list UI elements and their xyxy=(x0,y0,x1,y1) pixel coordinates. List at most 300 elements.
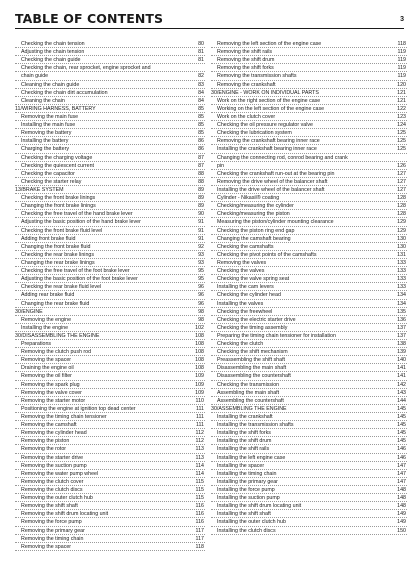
toc-entry[interactable] xyxy=(211,348,407,356)
toc-entry-title: Checking the front brake fluid level xyxy=(21,227,103,234)
toc-entry[interactable] xyxy=(211,162,407,170)
toc-entry[interactable] xyxy=(15,137,205,145)
toc-entry-page: 96 xyxy=(198,300,204,307)
toc-entry-page: 130 xyxy=(397,235,406,242)
toc-entry-title: Removing the clutch cover xyxy=(21,478,84,485)
toc-entry-page: 145 xyxy=(397,430,406,437)
toc-entry-page: 128 xyxy=(397,195,406,202)
toc-entry[interactable] xyxy=(211,72,407,80)
toc-entry-title: Charging the battery xyxy=(21,146,69,153)
toc-entry[interactable] xyxy=(211,227,407,235)
toc-section-heading[interactable] xyxy=(211,405,407,413)
toc-entry-title: Removing the shift rails xyxy=(217,49,273,56)
toc-entry[interactable] xyxy=(211,243,407,251)
toc-entry-title: Checking the cylinder head xyxy=(217,292,281,299)
toc-entry-page: 137 xyxy=(397,324,406,331)
toc-entry-title: Installing the battery xyxy=(21,138,69,145)
toc-entry-page: 133 xyxy=(397,284,406,291)
toc-entry-title: Removing the drive wheel of the balancer shaft xyxy=(217,178,328,185)
toc-entry-title: Removing the rotor xyxy=(21,446,67,453)
toc-entry[interactable] xyxy=(211,372,407,380)
toc-entry[interactable] xyxy=(211,308,407,316)
toc-section-heading[interactable] xyxy=(15,186,205,194)
toc-entry[interactable] xyxy=(211,64,407,72)
toc-entry[interactable] xyxy=(211,527,407,535)
toc-entry-page: 134 xyxy=(397,300,406,307)
toc-entry-title: Checking the free travel of the foot brake lever xyxy=(21,268,130,275)
toc-entry[interactable] xyxy=(15,445,205,453)
toc-entry[interactable] xyxy=(211,194,407,202)
toc-entry[interactable] xyxy=(211,105,407,113)
toc-entry-page: 116 xyxy=(195,511,204,518)
toc-entry-title: Installing the suction pump xyxy=(217,495,280,502)
toc-entry-page: 82 xyxy=(198,73,204,80)
toc-entry-title: Removing the spacer xyxy=(21,357,72,364)
toc-entry-page: 91 xyxy=(198,219,204,226)
toc-entry[interactable] xyxy=(15,470,205,478)
toc-entry-page: 91 xyxy=(198,235,204,242)
toc-column-right xyxy=(211,40,407,535)
toc-entry-page: 127 xyxy=(397,186,406,193)
toc-entry[interactable] xyxy=(15,535,205,543)
toc-entry-page: 134 xyxy=(397,292,406,299)
toc-entry-title: Installing the cam levers xyxy=(217,284,274,291)
toc-entry-page: 116 xyxy=(195,503,204,510)
toc-entry-page: 148 xyxy=(397,487,406,494)
toc-section-heading[interactable] xyxy=(211,89,407,97)
toc-entry[interactable] xyxy=(211,275,407,283)
toc-entry[interactable] xyxy=(15,235,205,243)
toc-entry-title: Installing the shift drum xyxy=(217,438,272,445)
toc-entry-page: 144 xyxy=(397,397,406,404)
toc-entry[interactable] xyxy=(15,227,205,235)
toc-entry-title: Removing the cylinder head xyxy=(21,430,87,437)
toc-entry[interactable] xyxy=(15,300,205,308)
toc-entry-title: Removing the valve cover xyxy=(21,389,82,396)
toc-entry-page: 119 xyxy=(397,57,406,64)
toc-entry-page: 145 xyxy=(397,422,406,429)
toc-entry-page: 148 xyxy=(397,503,406,510)
toc-entry-title: Checking/measuring the piston xyxy=(217,211,290,218)
toc-entry[interactable] xyxy=(211,478,407,486)
toc-entry[interactable] xyxy=(211,81,407,89)
toc-entry[interactable] xyxy=(211,364,407,372)
toc-entry-title: Removing the shift forks xyxy=(217,65,274,72)
toc-entry[interactable] xyxy=(15,121,205,129)
toc-entry[interactable] xyxy=(211,202,407,210)
toc-entry-title: Checking the quiescent current xyxy=(21,162,95,169)
toc-entry[interactable] xyxy=(211,502,407,510)
toc-entry[interactable] xyxy=(15,372,205,380)
toc-entry[interactable] xyxy=(15,413,205,421)
toc-entry-title: 30/ENGINE xyxy=(15,308,43,315)
toc-entry-page: 93 xyxy=(198,259,204,266)
toc-entry[interactable] xyxy=(211,291,407,299)
toc-entry-page: 146 xyxy=(397,454,406,461)
toc-entry[interactable] xyxy=(211,389,407,397)
toc-entry-page: 87 xyxy=(198,154,204,161)
toc-entry-title: Removing the valves xyxy=(217,259,267,266)
toc-entry[interactable] xyxy=(15,421,205,429)
toc-entry[interactable] xyxy=(211,154,407,162)
toc-entry[interactable] xyxy=(15,129,205,137)
toc-entry[interactable] xyxy=(15,40,205,48)
toc-entry-title: Checking the front brake linings xyxy=(21,195,96,202)
toc-entry-title: Checking the chain, rear sprocket, engine sprocket and xyxy=(21,65,151,72)
toc-entry[interactable] xyxy=(15,89,205,97)
toc-entry[interactable] xyxy=(211,454,407,462)
toc-entry[interactable] xyxy=(15,251,205,259)
toc-entry-title: Changing the connecting rod, conrod bearing and crank xyxy=(217,154,348,161)
toc-entry-title: Changing the front brake linings xyxy=(21,203,96,210)
toc-entry[interactable] xyxy=(211,445,407,453)
toc-entry[interactable] xyxy=(211,48,407,56)
toc-entry[interactable] xyxy=(211,381,407,389)
toc-entry-page: 148 xyxy=(397,495,406,502)
toc-entry-title: Checking the pivot points of the camshafts xyxy=(217,251,317,258)
toc-entry[interactable] xyxy=(15,324,205,332)
toc-entry[interactable] xyxy=(15,202,205,210)
toc-entry[interactable] xyxy=(211,251,407,259)
toc-column-left xyxy=(15,40,205,551)
toc-entry[interactable] xyxy=(15,502,205,510)
toc-entry-page: 112 xyxy=(195,430,204,437)
toc-entry-title: Checking the chain tension xyxy=(21,41,85,47)
toc-entry[interactable] xyxy=(15,518,205,526)
toc-entry-title: Work on the right section of the engine case xyxy=(217,97,321,104)
toc-entry-title: Removing the camshaft xyxy=(21,422,77,429)
page-header xyxy=(15,13,404,27)
toc-entry-page: 141 xyxy=(397,365,406,372)
toc-entry-page: 112 xyxy=(195,438,204,445)
toc-entry-page: 125 xyxy=(397,146,406,153)
toc-entry-page: 98 xyxy=(198,308,204,315)
toc-entry[interactable] xyxy=(211,170,407,178)
toc-entry-page: 123 xyxy=(397,113,406,120)
toc-entry[interactable] xyxy=(211,470,407,478)
toc-entry[interactable] xyxy=(211,510,407,518)
toc-entry-page: 85 xyxy=(198,105,204,112)
toc-entry[interactable] xyxy=(15,316,205,324)
toc-entry[interactable] xyxy=(211,283,407,291)
toc-entry[interactable] xyxy=(15,494,205,502)
toc-entry-title: 13/BRAKE SYSTEM xyxy=(15,186,64,193)
toc-entry-page: 140 xyxy=(397,357,406,364)
toc-entry-title: Changing the camshaft bearing xyxy=(217,235,291,242)
toc-entry[interactable] xyxy=(211,259,407,267)
toc-entry-page: 127 xyxy=(397,178,406,185)
toc-entry[interactable] xyxy=(15,364,205,372)
toc-entry[interactable] xyxy=(15,72,205,80)
toc-entry[interactable] xyxy=(211,137,407,145)
toc-entry[interactable] xyxy=(211,316,407,324)
toc-entry-page: 108 xyxy=(195,349,204,356)
toc-entry[interactable] xyxy=(15,210,205,218)
toc-entry[interactable] xyxy=(15,356,205,364)
toc-entry-page: 150 xyxy=(397,527,406,534)
toc-entry-page: 136 xyxy=(397,316,406,323)
toc-entry[interactable] xyxy=(15,283,205,291)
toc-entry-page: 125 xyxy=(397,130,406,137)
toc-entry-title: Installing the shift drum locating unit xyxy=(217,503,302,510)
toc-entry[interactable] xyxy=(15,56,205,64)
toc-entry-title: Installing the valves xyxy=(217,300,264,307)
toc-entry[interactable] xyxy=(211,145,407,153)
toc-entry[interactable] xyxy=(15,154,205,162)
toc-entry-title: Assembling the countershaft xyxy=(217,397,284,404)
toc-entry[interactable] xyxy=(211,340,407,348)
toc-entry-page: 92 xyxy=(198,243,204,250)
toc-entry[interactable] xyxy=(15,291,205,299)
toc-entry[interactable] xyxy=(15,429,205,437)
toc-entry-page: 125 xyxy=(397,138,406,145)
toc-entry-title: Removing the shift drum locating unit xyxy=(21,511,109,518)
toc-entry-title: Adjusting the chain tension xyxy=(21,49,85,56)
toc-entry-title: Removing the shift shaft xyxy=(21,503,78,510)
toc-entry-page: 120 xyxy=(397,81,406,88)
toc-entry[interactable] xyxy=(15,405,205,413)
toc-entry[interactable] xyxy=(211,413,407,421)
toc-entry-page: 89 xyxy=(198,203,204,210)
toc-entry-page: 96 xyxy=(198,292,204,299)
toc-entry-page: 145 xyxy=(397,405,406,412)
toc-entry-page: 143 xyxy=(397,389,406,396)
toc-entry-title: Draining the engine oil xyxy=(21,365,74,372)
toc-entry-title: Removing the primary gear xyxy=(21,527,85,534)
toc-entry-page: 84 xyxy=(198,97,204,104)
toc-entry-title: Installing the primary gear xyxy=(217,478,278,485)
toc-entry[interactable] xyxy=(15,397,205,405)
toc-entry-page: 119 xyxy=(397,65,406,72)
toc-entry-page: 83 xyxy=(198,81,204,88)
toc-entry-title: Cleaning the chain guide xyxy=(21,81,80,88)
header-rule xyxy=(15,28,404,29)
toc-entry-title: Disassembling the countershaft xyxy=(217,373,291,380)
toc-entry-page: 147 xyxy=(397,470,406,477)
toc-section-heading[interactable] xyxy=(15,105,205,113)
toc-entry[interactable] xyxy=(211,40,407,48)
toc-entry-title: Removing the battery xyxy=(21,130,72,137)
toc-entry-title: Checking the free travel of the hand brake lever xyxy=(21,211,133,218)
toc-entry[interactable] xyxy=(211,356,407,364)
toc-entry-page: 111 xyxy=(195,405,204,412)
toc-entry-title: Installing the timing chain xyxy=(217,470,277,477)
toc-entry[interactable] xyxy=(211,235,407,243)
toc-entry[interactable] xyxy=(211,56,407,64)
toc-entry[interactable] xyxy=(15,267,205,275)
toc-entry-title: Installing the transmission shafts xyxy=(217,422,294,429)
toc-entry-page: 113 xyxy=(195,454,204,461)
toc-entry-title: Installing the shift rails xyxy=(217,446,270,453)
toc-entry[interactable] xyxy=(15,348,205,356)
toc-entry[interactable] xyxy=(211,113,407,121)
toc-entry[interactable] xyxy=(15,381,205,389)
toc-entry[interactable] xyxy=(211,332,407,340)
toc-entry-page: 115 xyxy=(195,487,204,494)
toc-entry[interactable] xyxy=(211,429,407,437)
toc-entry[interactable] xyxy=(15,48,205,56)
toc-entry-title: Removing the transmission shafts xyxy=(217,73,297,80)
toc-entry-title: Installing the shift shaft xyxy=(217,511,271,518)
toc-entry-page: 147 xyxy=(397,462,406,469)
toc-entry-title: Removing the spacer xyxy=(21,543,72,550)
toc-entry-page: 110 xyxy=(195,397,204,404)
toc-entry-title: Checking the crankshaft run-out at the bearing pin xyxy=(217,170,335,177)
toc-entry[interactable] xyxy=(15,478,205,486)
toc-entry[interactable] xyxy=(15,275,205,283)
toc-entry-title: Removing the starter motor xyxy=(21,397,86,404)
toc-entry[interactable] xyxy=(211,462,407,470)
toc-entry-page: 128 xyxy=(397,211,406,218)
toc-entry-page: 108 xyxy=(195,365,204,372)
toc-entry-page: 85 xyxy=(198,122,204,129)
toc-entry[interactable] xyxy=(15,454,205,462)
toc-entry-page: 138 xyxy=(397,341,406,348)
toc-entry-title: Checking the rear brake fluid level xyxy=(21,284,102,291)
toc-entry[interactable] xyxy=(15,243,205,251)
toc-entry-title: Removing the timing chain tensioner xyxy=(21,414,107,421)
toc-entry-title: Assembling the main shaft xyxy=(217,389,280,396)
toc-entry-title: Installing the engine xyxy=(21,324,69,331)
toc-entry-page: 114 xyxy=(195,470,204,477)
toc-entry[interactable] xyxy=(211,324,407,332)
toc-entry-title: Preparing the timing chain tensioner for installation xyxy=(217,332,336,339)
toc-entry[interactable] xyxy=(211,300,407,308)
toc-entry-page: 84 xyxy=(198,89,204,96)
toc-entry-title: Removing the crankshaft bearing inner race xyxy=(217,138,320,145)
toc-entry-page: 80 xyxy=(198,41,204,47)
toc-entry[interactable] xyxy=(15,486,205,494)
toc-section-heading[interactable] xyxy=(15,332,205,340)
toc-entry-title: Checking the valve spring seat xyxy=(217,276,290,283)
toc-entry-title: Installing the left engine case xyxy=(217,454,286,461)
toc-entry[interactable] xyxy=(211,129,407,137)
toc-entry-title: Checking the valves xyxy=(217,268,265,275)
toc-entry[interactable] xyxy=(15,527,205,535)
toc-entry-title: Cleaning the chain xyxy=(21,97,65,104)
toc-entry-title: Adjusting the basic position of the foot brake lever xyxy=(21,276,138,283)
toc-entry[interactable] xyxy=(15,218,205,226)
toc-entry-title: Installing the crankshaft bearing inner race xyxy=(217,146,317,153)
toc-entry-title: pin xyxy=(217,162,225,169)
toc-entry-title: Preassembling the shift shaft xyxy=(217,357,286,364)
toc-entry-page: 119 xyxy=(397,49,406,56)
toc-entry-title: Removing the force pump xyxy=(21,519,82,526)
toc-entry-page: 145 xyxy=(397,438,406,445)
toc-entry[interactable] xyxy=(15,178,205,186)
toc-entry[interactable] xyxy=(211,218,407,226)
toc-entry[interactable] xyxy=(211,421,407,429)
toc-entry-title: Preparations xyxy=(21,341,52,348)
toc-entry-title: Removing the spark plug xyxy=(21,381,80,388)
toc-entry-page: 146 xyxy=(397,446,406,453)
page-title: TABLE OF CONTENTS xyxy=(15,11,164,26)
toc-entry-title: Checking the freewheel xyxy=(217,308,273,315)
toc-entry[interactable] xyxy=(15,170,205,178)
toc-entry-title: Checking the clutch xyxy=(217,341,264,348)
toc-entry-title: Changing the rear brake fluid xyxy=(21,300,90,307)
toc-entry-title: Installing the spacer xyxy=(217,462,265,469)
toc-entry-title: Cylinder - Nikasil® coating xyxy=(217,195,280,202)
toc-entry-title: Adding rear brake fluid xyxy=(21,292,75,299)
toc-entry[interactable] xyxy=(15,510,205,518)
toc-entry-page: 149 xyxy=(397,511,406,518)
toc-entry-title: Adjusting the basic position of the hand brake lever xyxy=(21,219,141,226)
toc-entry-page: 93 xyxy=(198,251,204,258)
toc-entry-title: Removing the shift drum xyxy=(217,57,275,64)
toc-entry-page: 109 xyxy=(195,381,204,388)
toc-entry[interactable] xyxy=(211,186,407,194)
toc-entry-title: Removing the left section of the engine case xyxy=(217,41,322,47)
toc-entry[interactable] xyxy=(211,437,407,445)
toc-entry-page: 102 xyxy=(195,324,204,331)
toc-entry-title: Changing the rear brake linings xyxy=(21,259,95,266)
toc-entry[interactable] xyxy=(15,97,205,105)
toc-entry[interactable] xyxy=(211,518,407,526)
toc-entry-title: 30/ENGINE - WORK ON INDIVIDUAL PARTS xyxy=(211,89,319,96)
toc-entry-title: Checking the starter relay xyxy=(21,178,82,185)
toc-entry-title: Removing the main fuse xyxy=(21,113,79,120)
toc-entry-title: Removing the piston xyxy=(21,438,70,445)
toc-entry[interactable] xyxy=(15,64,205,72)
toc-entry-page: 95 xyxy=(198,268,204,275)
toc-entry-title: Checking the piston ring end gap xyxy=(217,227,295,234)
toc-entry-title: Working on the left section of the engine case xyxy=(217,105,325,112)
toc-entry[interactable] xyxy=(15,462,205,470)
toc-entry-title: 30/DISASSEMBLING THE ENGINE xyxy=(15,332,100,339)
toc-entry[interactable] xyxy=(15,389,205,397)
toc-entry-page: 131 xyxy=(397,251,406,258)
toc-entry-title: Checking the camshafts xyxy=(217,243,274,250)
toc-entry[interactable] xyxy=(15,340,205,348)
toc-section-heading[interactable] xyxy=(15,308,205,316)
toc-entry[interactable] xyxy=(15,543,205,551)
toc-entry-page: 118 xyxy=(397,41,406,47)
toc-entry-page: 115 xyxy=(195,478,204,485)
toc-entry-page: 127 xyxy=(397,170,406,177)
toc-entry[interactable] xyxy=(15,259,205,267)
toc-entry[interactable] xyxy=(211,397,407,405)
toc-entry-title: chain guide xyxy=(21,73,49,80)
toc-entry[interactable] xyxy=(211,121,407,129)
toc-entry-page: 85 xyxy=(198,130,204,137)
toc-entry[interactable] xyxy=(15,437,205,445)
toc-entry[interactable] xyxy=(15,113,205,121)
toc-entry[interactable] xyxy=(211,494,407,502)
toc-entry-title: Adding front brake fluid xyxy=(21,235,76,242)
toc-entry-page: 128 xyxy=(397,203,406,210)
toc-entry[interactable] xyxy=(211,97,407,105)
toc-entry[interactable] xyxy=(15,162,205,170)
toc-entry[interactable] xyxy=(211,210,407,218)
toc-entry-title: Disassembling the main shaft xyxy=(217,365,287,372)
toc-entry[interactable] xyxy=(211,178,407,186)
toc-entry-page: 129 xyxy=(397,227,406,234)
toc-entry-page: 89 xyxy=(198,186,204,193)
toc-entry-page: 91 xyxy=(198,227,204,234)
toc-entry-title: Removing the engine xyxy=(21,316,72,323)
toc-entry-title: Installing the main fuse xyxy=(21,122,76,129)
toc-entry-page: 88 xyxy=(198,178,204,185)
toc-entry[interactable] xyxy=(211,267,407,275)
toc-entry-page: 141 xyxy=(397,373,406,380)
toc-entry[interactable] xyxy=(15,194,205,202)
toc-entry[interactable] xyxy=(15,81,205,89)
toc-entry[interactable] xyxy=(211,486,407,494)
toc-entry[interactable] xyxy=(15,145,205,153)
toc-entry-title: Removing the clutch discs xyxy=(21,487,83,494)
toc-entry-page: 81 xyxy=(198,57,204,64)
